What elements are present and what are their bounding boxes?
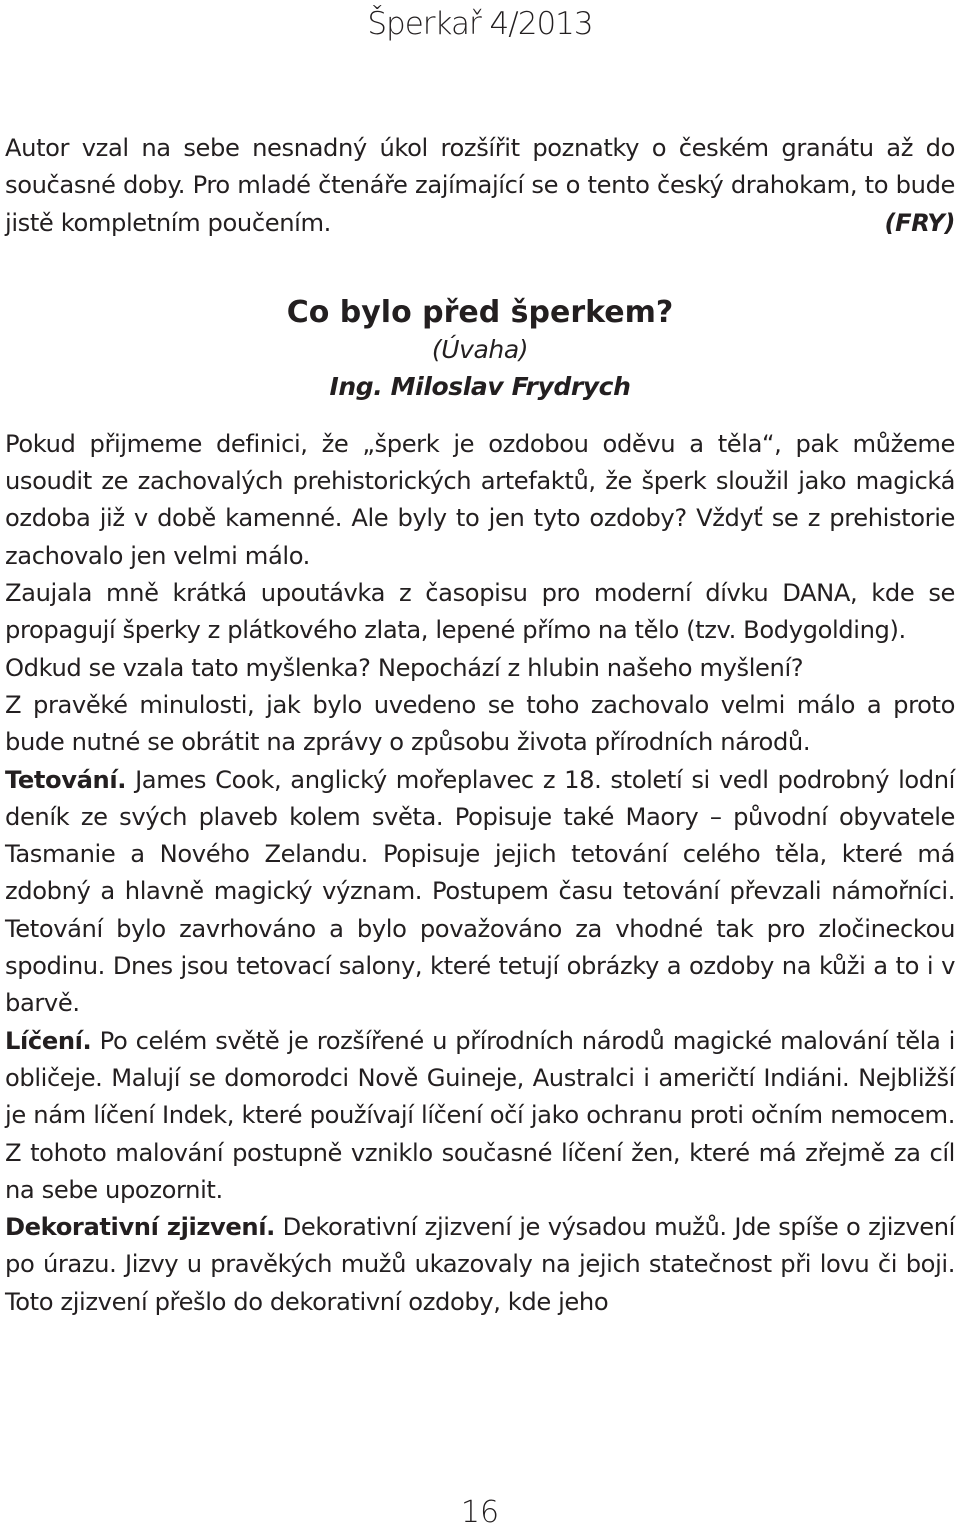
body-paragraph: Odkud se vzala tato myšlenka? Nepochází z hlubin našeho myšlení? — [5, 653, 804, 682]
page-number: 16 — [460, 1495, 500, 1530]
section-term: Líčení. — [5, 1026, 92, 1055]
article-author: Ing. Miloslav Frydrych — [329, 371, 631, 401]
body-paragraph: Z pravěké minulosti, jak bylo uvedeno se toho zachovalo velmi málo a proto bude nutné se obrátit na zprávy o způsobu života přírodních národů. — [5, 690, 955, 757]
running-header: Šperkař 4/2013 — [367, 6, 593, 42]
section-tattoo — [5, 762, 955, 1023]
page-content — [5, 130, 955, 1321]
article-subtitle: (Úvaha) — [431, 334, 529, 364]
section-makeup — [5, 1023, 955, 1209]
section-scarification — [5, 1209, 955, 1321]
intro-paragraph — [5, 130, 955, 242]
body-paragraph: Pokud přijmeme definici, že „šperk je ozdobou oděvu a těla“, pak můžeme usoudit ze zachovalých prehistorických artefaktů, že šperk sloužil jako magická ozdoba již v době kamenné. Ale byly to jen tyto ozdoby? Vždyť se z prehistorie zachovalo jen velmi málo. — [5, 429, 955, 570]
article-heading — [5, 294, 955, 406]
intro-initials: (FRY) — [884, 208, 955, 237]
section-term: Dekorativní zjizvení. — [5, 1213, 275, 1242]
section-text: Dekorativní zjizvení je výsadou mužů. Jde spíše o zjizvení po úrazu. Jizvy u pravěkých mužů ukazovaly na jejich statečnost při lovu či boji. Toto zjizvení přešlo do dekorativní ozdoby, kde jeho — [5, 1213, 955, 1316]
article-title: Co bylo před šperkem? — [286, 294, 674, 330]
section-text: James Cook, anglický mořeplavec z 18. století si vedl podrobný lodní deník ze svých plaveb kolem světa. Popisuje také Maory – původní obyvatele Tasmanie a Nového Zelandu. Popisuje jejich tetování celého těla, které má zdobný a hlavně magický význam. Postupem času tetování převzali námořníci. Tetování bylo zavrhováno a bylo považováno za vhodné tak pro zločineckou spodinu. Dnes jsou tetovací salony, které tetují obrázky a ozdoby na kůži a to i v barvě. — [5, 765, 955, 1018]
body-paragraph: Zaujala mně krátká upoutávka z časopisu pro moderní dívku DANA, kde se propagují šperky z plátkového zlata, lepené přímo na tělo (tzv. Bodygolding). — [5, 579, 955, 645]
section-term: Tetování. — [5, 765, 127, 794]
section-text: Po celém světě je rozšířené u přírodních národů magické malování těla i obličeje. Malují se domorodci Nově Guineje, Australci i američtí Indiáni. Nejbližší je nám líčení Indek, které používají líčení očí jako ochranu proti očním nemocem. Z tohoto malování postupně vzniklo současné líčení žen, které má zřejmě za cíl na sebe upozornit. — [5, 1026, 955, 1204]
intro-text: Autor vzal na sebe nesnadný úkol rozšířit poznatky o českém granátu až do současné doby. Pro mladé čtenáře zajímající se o tento český drahokam, to bude jistě kompletním poučením. — [5, 134, 955, 237]
